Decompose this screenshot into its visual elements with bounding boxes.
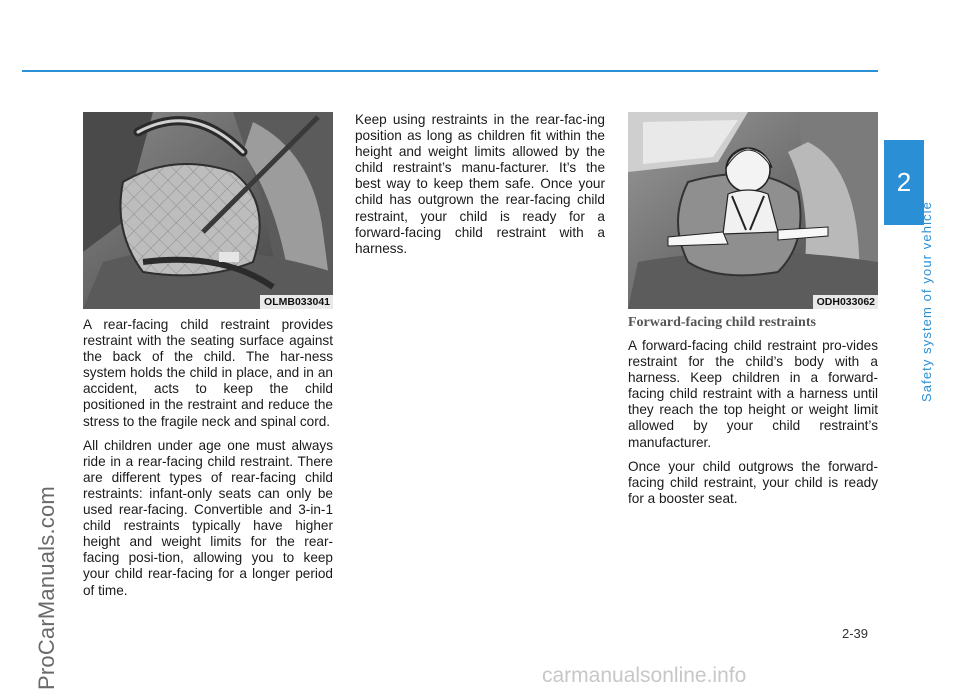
chapter-tab: 2 — [884, 140, 924, 225]
paragraph: Once your child outgrows the forward-facing child restraint, your child is ready for a booster seat. — [628, 458, 878, 506]
paragraph: A forward-facing child restraint pro-vides restraint for the child’s body with a harness. Keep children in a forward-facing child restraint with a harness until they reach the top height or weight limit allowed by your child restraint’s manufacturer. — [628, 338, 878, 450]
forward-facing-child-seat-illustration — [628, 112, 878, 309]
chapter-title: Safety system of your vehicle — [919, 201, 934, 402]
paragraph: Keep using restraints in the rear-fac-ing position as long as children fit within the height and weight limits allowed by the child restraint’s manu-facturer. It’s the best way to keep them safe. Once your child has outgrown the rear-facing child restraint, your child is ready for a forward-facing child restraint with a harness. — [355, 112, 605, 256]
section-heading: Forward-facing child restraints — [628, 315, 816, 330]
forward-facing-seat-figure — [628, 112, 878, 309]
column-2 — [355, 112, 605, 265]
rear-facing-infant-seat-illustration — [83, 112, 333, 309]
paragraph: All children under age one must always ride in a rear-facing child restraint. There are different types of rear-facing child restraints: infant-only seats can only be used rear-facing. Convertible and 3-in-1 child restraints typically have higher height and weight limits for the rear-facing posi-tion, allowing you to keep your child rear-facing for a longer period of time. — [83, 437, 333, 598]
footer-watermark: carmanualsonline.info — [542, 664, 747, 687]
column-3 — [628, 338, 878, 515]
paragraph: A rear-facing child restraint provides restraint with the seating surface against the back of the child. The har-ness system holds the child in place, and in an accident, acts to keep the child positioned in the restraint and reduce the stress to the fragile neck and spinal cord. — [83, 317, 333, 429]
figure-code: ODH033062 — [813, 295, 878, 309]
header-rule — [22, 70, 878, 72]
watermark: ProCarManuals.com — [34, 486, 59, 690]
rear-facing-seat-figure — [83, 112, 333, 309]
figure-code: OLMB033041 — [260, 295, 333, 309]
column-1 — [83, 317, 333, 607]
page-number: 2-39 — [842, 626, 869, 641]
